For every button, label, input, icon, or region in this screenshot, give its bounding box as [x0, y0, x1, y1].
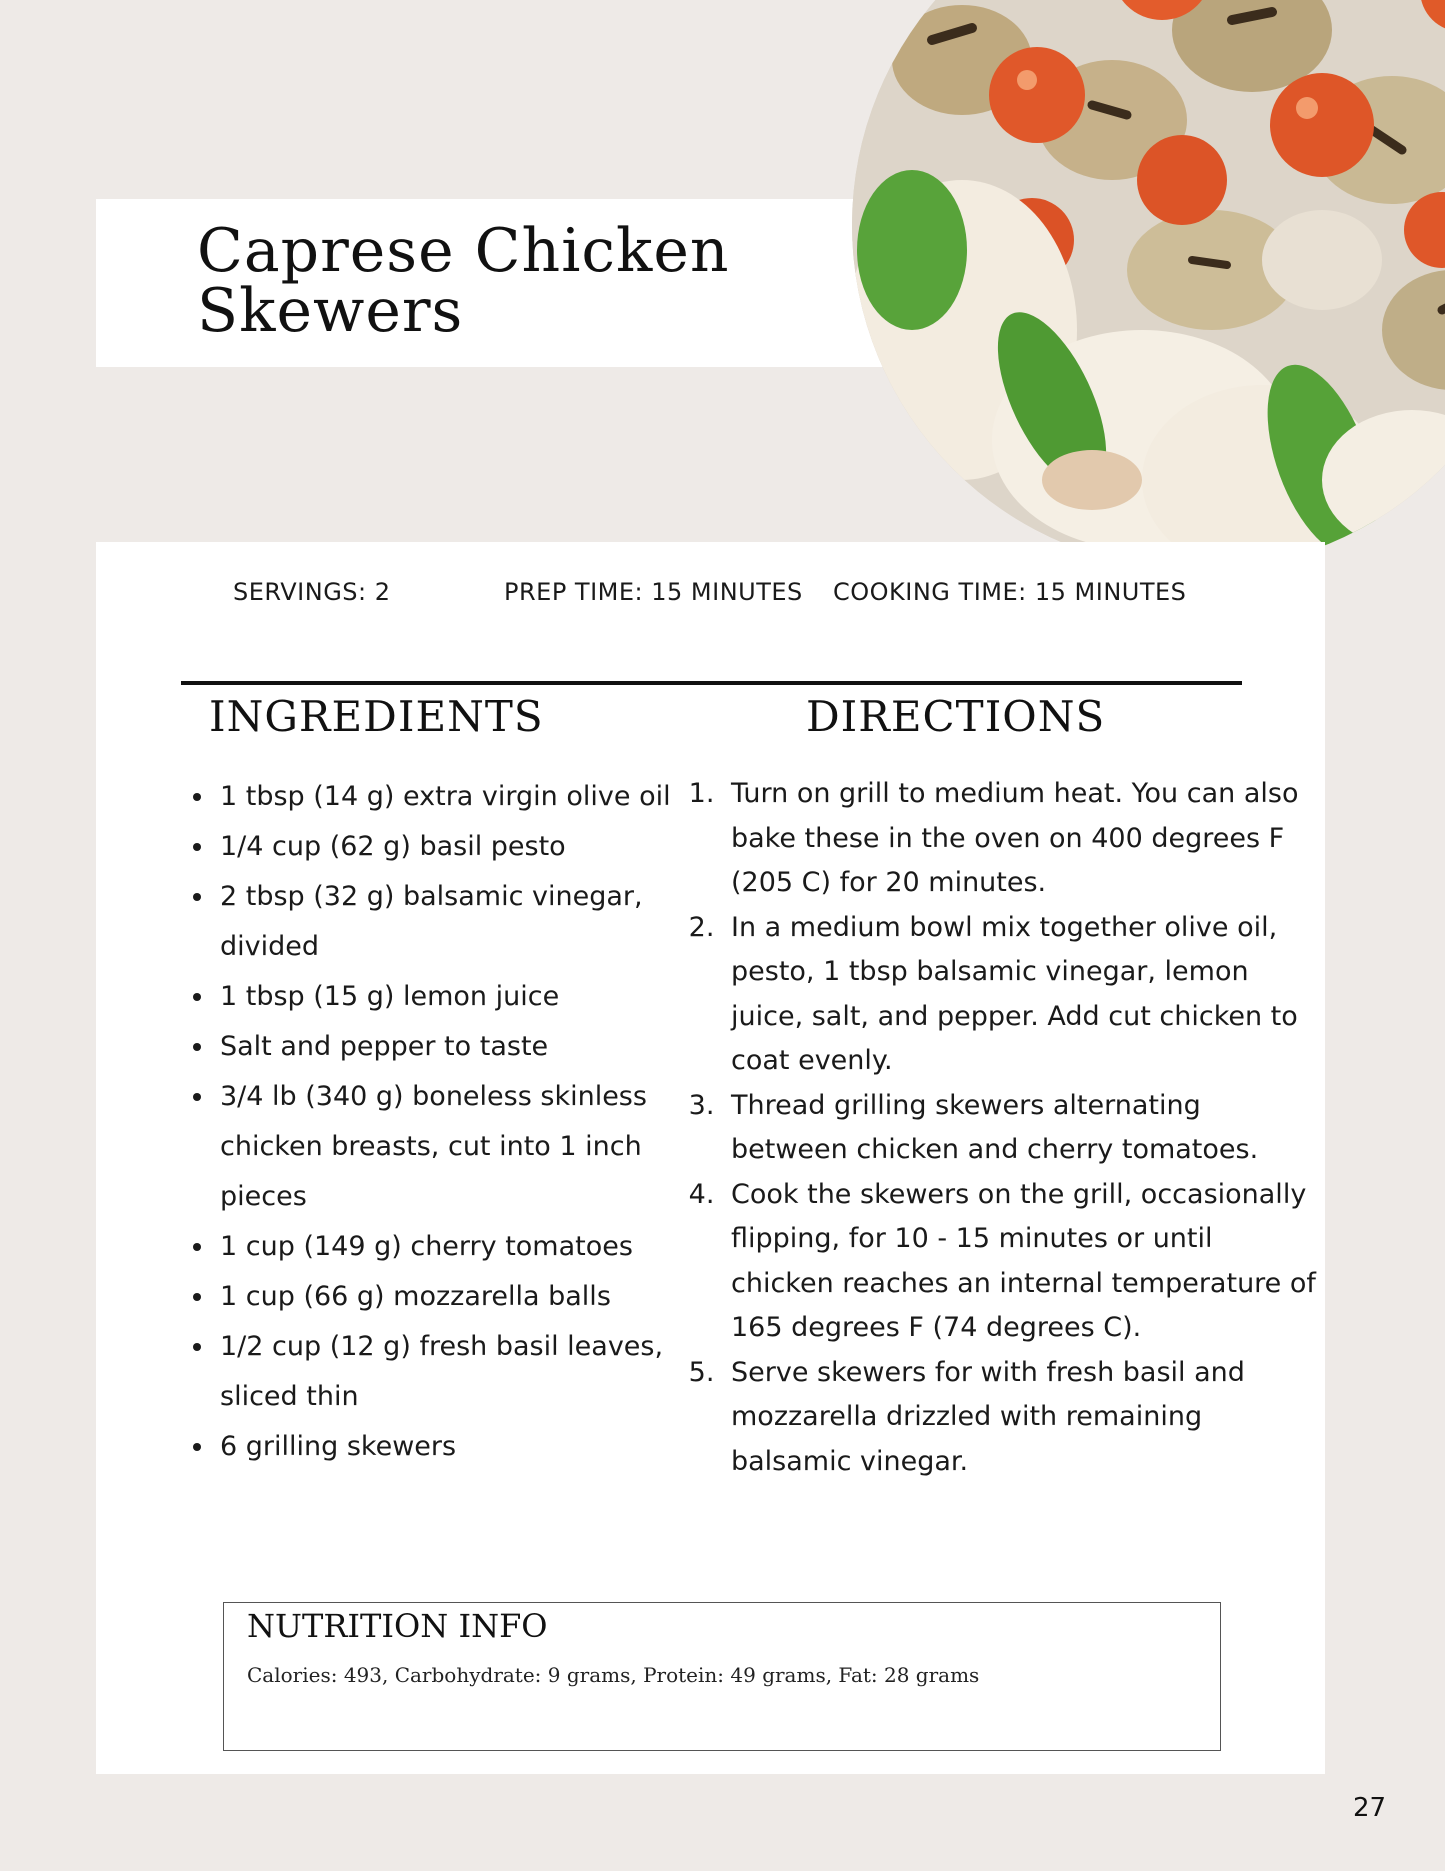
direction-step: 2. In a medium bowl mix together olive oil, pesto, 1 tbsp balsamic vinegar, lemon juice, salt, and pepper. Add cut chicken to coat evenly. — [723, 906, 1323, 1084]
food-photo — [852, 0, 1445, 570]
directions-heading: DIRECTIONS — [806, 692, 1106, 741]
ingredients-heading: INGREDIENTS — [209, 692, 544, 741]
list-item: • Salt and pepper to taste — [216, 1022, 676, 1072]
prep-time: PREP TIME: 15 MINUTES — [504, 578, 803, 606]
servings: SERVINGS: 2 — [233, 578, 391, 606]
cooking-time: COOKING TIME: 15 MINUTES — [833, 578, 1187, 606]
list-item: • 1 tbsp (15 g) lemon juice — [216, 972, 676, 1022]
list-item: • 2 tbsp (32 g) balsamic vinegar, divided — [216, 872, 676, 972]
food-photo-icon — [852, 0, 1445, 570]
direction-step: 3. Thread grilling skewers alternating between chicken and cherry tomatoes. — [723, 1084, 1323, 1173]
list-item: • 1 cup (66 g) mozzarella balls — [216, 1272, 676, 1322]
recipe-card — [96, 542, 1325, 1774]
list-item: • 3/4 lb (340 g) boneless skinless chicken breasts, cut into 1 inch pieces — [216, 1072, 676, 1222]
direction-step: 1. Turn on grill to medium heat. You can also bake these in the oven on 400 degrees F (205 C) for 20 minutes. — [723, 772, 1323, 906]
list-item: • 1 cup (149 g) cherry tomatoes — [216, 1222, 676, 1272]
directions-list — [691, 772, 1323, 1484]
list-item: • 6 grilling skewers — [216, 1422, 676, 1472]
nutrition-box — [223, 1602, 1221, 1751]
list-item: • 1 tbsp (14 g) extra virgin olive oil — [216, 772, 676, 822]
title-band — [96, 199, 896, 367]
divider-rule — [181, 681, 1242, 685]
page-number: 27 — [1353, 1793, 1387, 1823]
nutrition-heading: NUTRITION INFO — [247, 1607, 548, 1645]
list-item: • 1/2 cup (12 g) fresh basil leaves, sliced thin — [216, 1322, 676, 1422]
direction-step: 5. Serve skewers for with fresh basil and mozzarella drizzled with remaining balsamic vinegar. — [723, 1351, 1323, 1485]
nutrition-text: Calories: 493, Carbohydrate: 9 grams, Protein: 49 grams, Fat: 28 grams — [247, 1663, 980, 1687]
list-item: • 1/4 cup (62 g) basil pesto — [216, 822, 676, 872]
ingredients-list — [184, 772, 676, 1472]
direction-step: 4. Cook the skewers on the grill, occasionally flipping, for 10 - 15 minutes or until chicken reaches an internal temperature of 165 degrees F (74 degrees C). — [723, 1173, 1323, 1351]
page-title: Caprese Chicken Skewers — [197, 216, 730, 346]
